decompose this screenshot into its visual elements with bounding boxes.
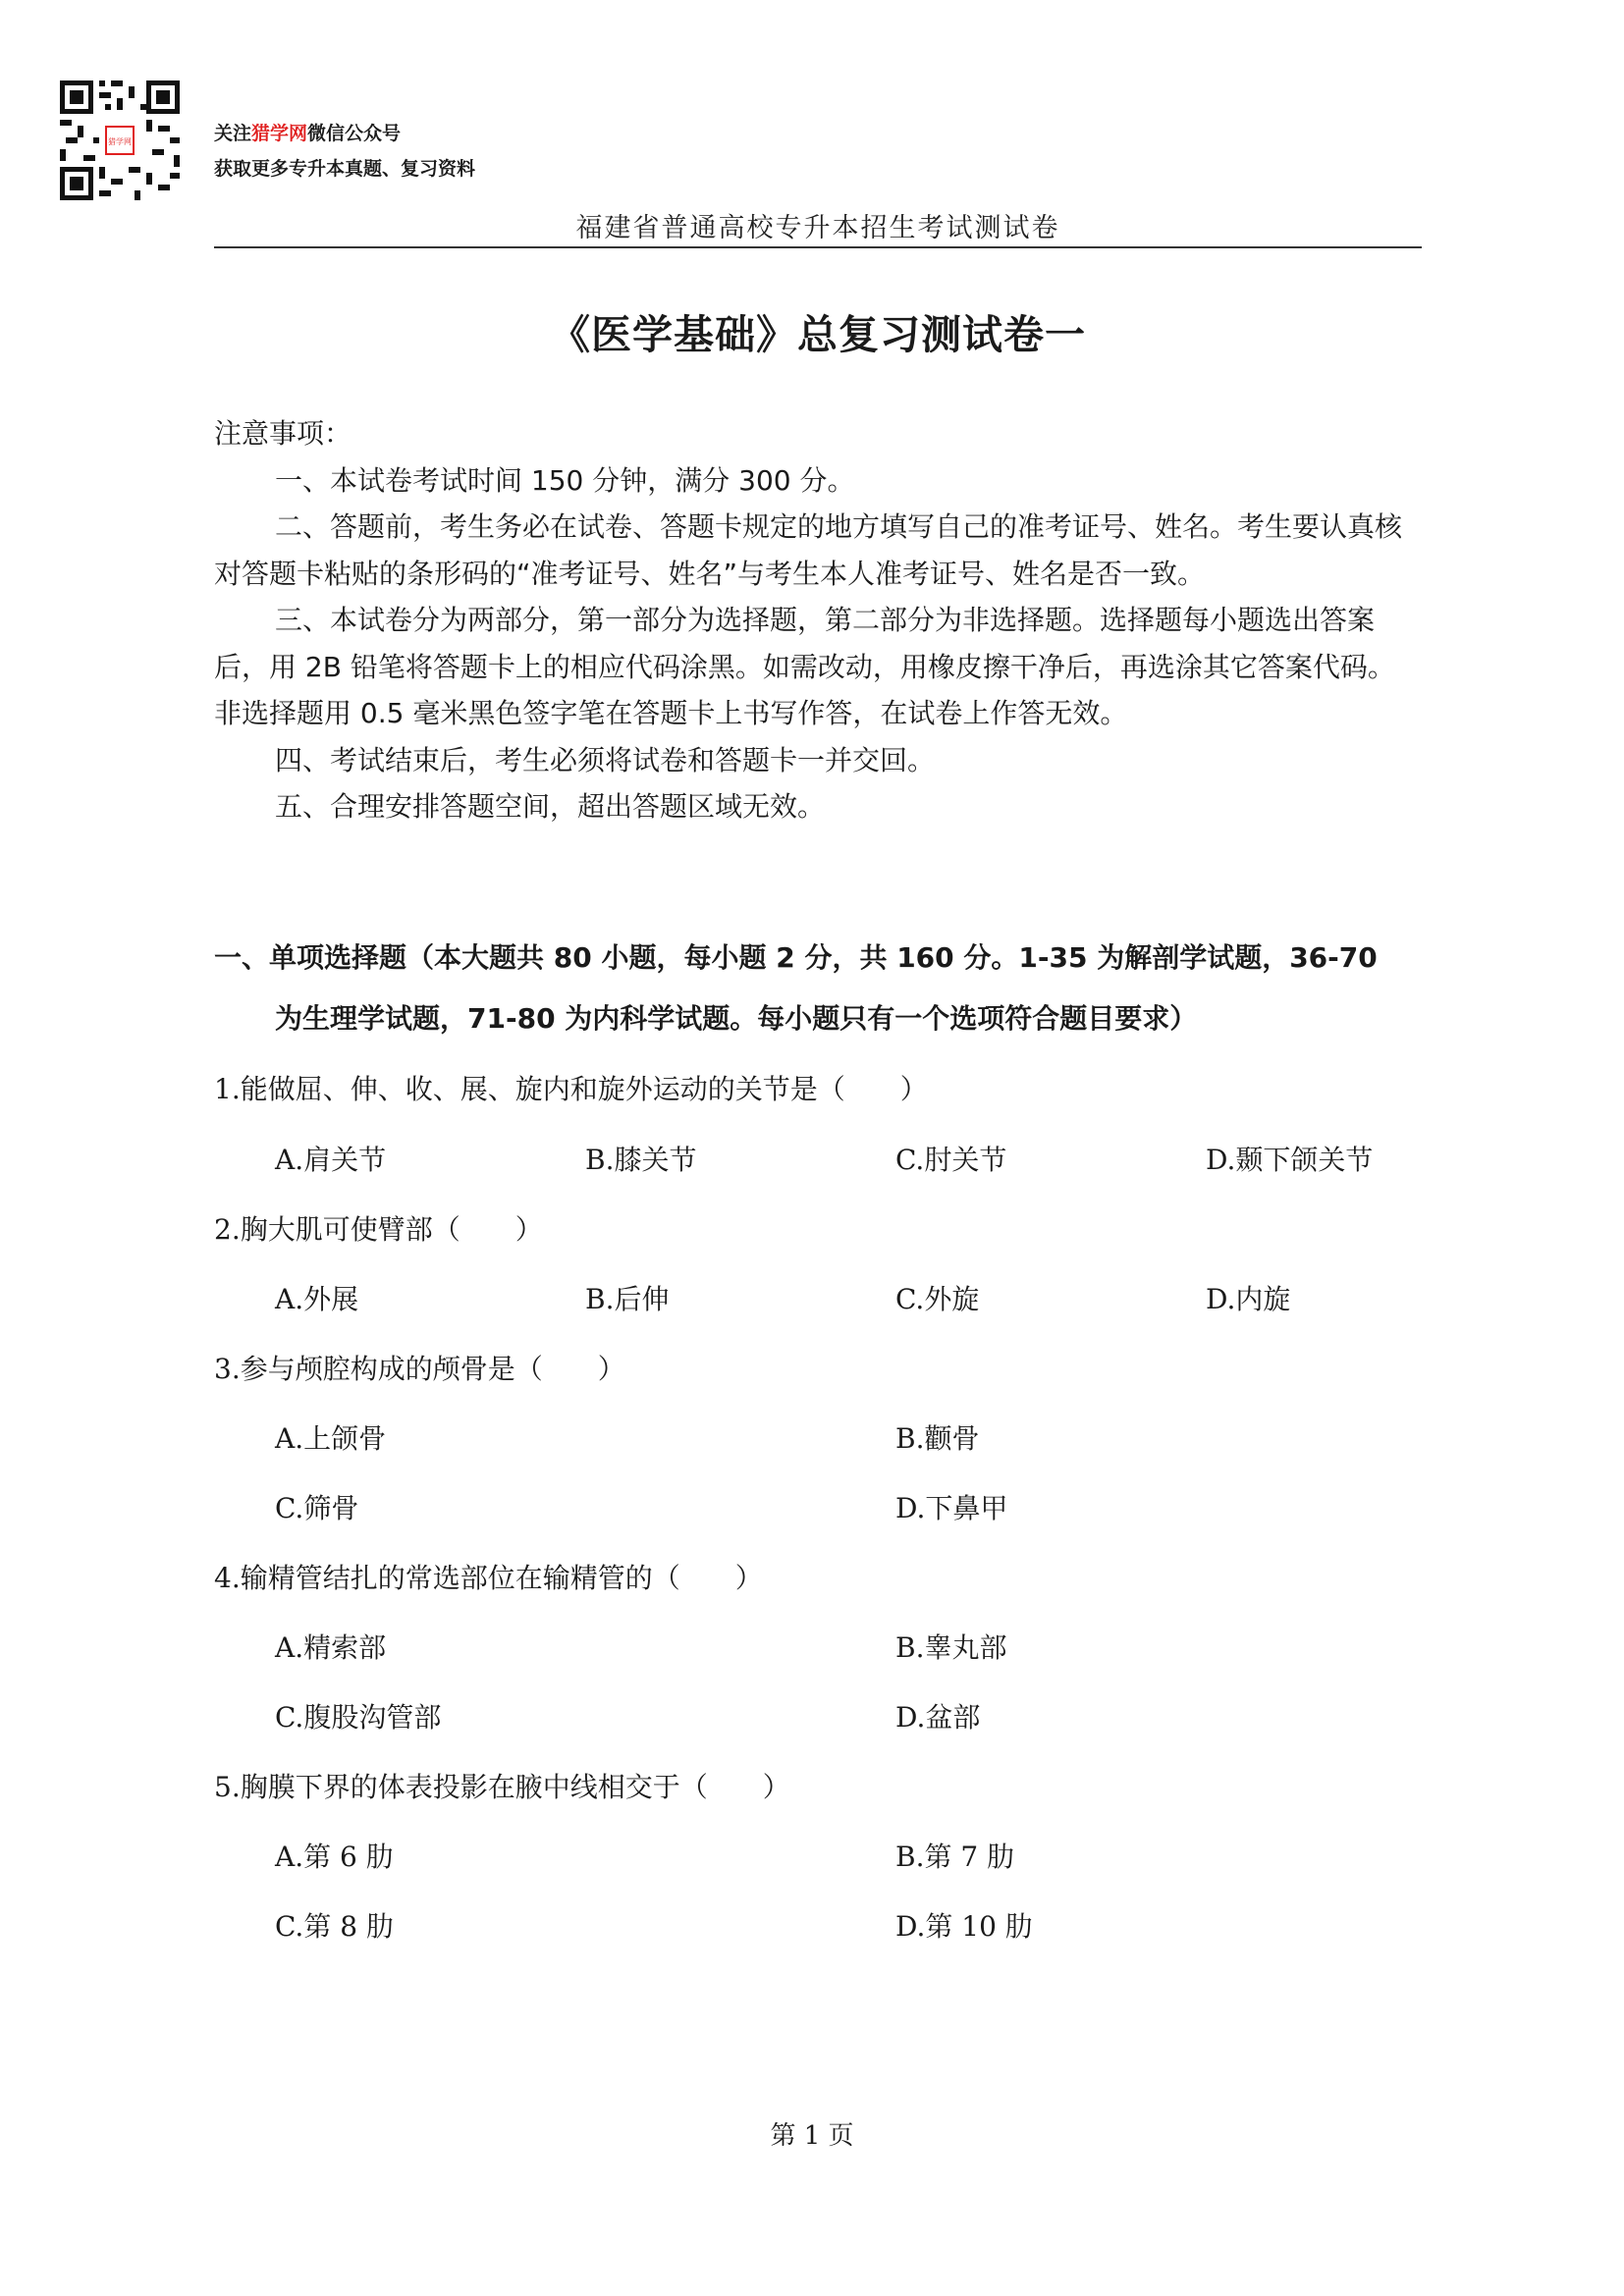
question-3-option-b: B.颧骨: [895, 1422, 980, 1455]
notice-item-2: 二、答题前，考生务必在试卷、答题卡规定的地方填写自己的准考证号、姓名。考生要认真核对答题卡粘贴的条形码的“准考证号、姓名”与考生本人准考证号、姓名是否一致。: [214, 510, 1403, 590]
promo-line-1: [214, 116, 475, 151]
section-heading-line-2: 为生理学试题，71-80 为内科学试题。每小题只有一个选项符合题目要求）: [275, 1002, 1198, 1035]
section-heading: [214, 928, 1422, 1049]
running-head: 福建省普通高校专升本招生考试测试卷: [575, 213, 1060, 243]
question-2-stem: 2.胸大肌可使臂部（ ）: [214, 1213, 543, 1246]
promo-highlight: 猎学网: [251, 123, 308, 144]
question-2-option-b: B.后伸: [585, 1283, 670, 1315]
question-5-option-c: C.第 8 肋: [275, 1910, 394, 1943]
promo-line-2: 获取更多专升本真题、复习资料: [214, 158, 476, 180]
notice-item-3: 三、本试卷分为两部分，第一部分为选择题，第二部分为非选择题。选择题每小题选出答案后，用 2B 铅笔将答题卡上的相应代码涂黑。如需改动，用橡皮擦干净后，再选涂其它答案代码。非选择题用 0.5 毫米黑色签字笔在答题卡上书写作答，在试卷上作答无效。: [214, 604, 1395, 729]
question-3-option-d: D.下鼻甲: [895, 1492, 1008, 1524]
promo-suffix: 微信公众号: [307, 123, 402, 144]
question-1-option-c: C.肘关节: [895, 1144, 1007, 1176]
notice-item-5: 五、合理安排答题空间，超出答题区域无效。: [275, 790, 826, 823]
section-heading-line-1: 一、单项选择题（本大题共 80 小题，每小题 2 分，共 160 分。1-35 为解剖学试题，36-70: [214, 941, 1378, 974]
question-4-stem: 4.输精管结扎的常选部位在输精管的（ ）: [214, 1562, 763, 1594]
question-1-stem: 1.能做屈、伸、收、展、旋内和旋外运动的关节是（ ）: [214, 1073, 928, 1105]
document-title: 《医学基础》总复习测试卷一: [550, 311, 1086, 358]
question-4-option-d: D.盆部: [895, 1701, 981, 1734]
promo-text: [214, 116, 475, 187]
question-3-stem: 3.参与颅腔构成的颅骨是（ ）: [214, 1353, 625, 1385]
header-divider: [214, 246, 1422, 248]
question-3-option-c: C.筛骨: [275, 1492, 359, 1524]
question-5-option-a: A.第 6 肋: [275, 1841, 394, 1873]
question-4-option-a: A.精索部: [275, 1631, 387, 1664]
question-2-option-c: C.外旋: [895, 1283, 980, 1315]
question-1-option-d: D.颞下颌关节: [1206, 1144, 1374, 1176]
notice-block: [214, 410, 1422, 830]
question-1-option-b: B.膝关节: [585, 1144, 697, 1176]
notice-heading: 注意事项：: [214, 417, 352, 450]
page-number: 第 1 页: [770, 2121, 854, 2151]
notice-item-1: 一、本试卷考试时间 150 分钟，满分 300 分。: [275, 463, 855, 497]
question-2-option-a: A.外展: [275, 1283, 359, 1315]
promo-prefix: 关注: [214, 123, 252, 144]
question-1-option-a: A.肩关节: [275, 1144, 387, 1176]
qr-logo-label: 猎学网: [108, 137, 132, 146]
question-3-option-a: A.上颌骨: [275, 1422, 387, 1455]
question-4-option-b: B.睾丸部: [895, 1631, 1007, 1664]
qr-code-image: [56, 77, 184, 204]
notice-item-4: 四、考试结束后，考生必须将试卷和答题卡一并交回。: [275, 743, 936, 776]
question-2-option-d: D.内旋: [1206, 1283, 1291, 1315]
question-5-stem: 5.胸膜下界的体表投影在腋中线相交于（ ）: [214, 1771, 790, 1803]
question-5-option-b: B.第 7 肋: [895, 1841, 1015, 1873]
question-5-option-d: D.第 10 肋: [895, 1910, 1033, 1943]
question-4-option-c: C.腹股沟管部: [275, 1701, 442, 1734]
